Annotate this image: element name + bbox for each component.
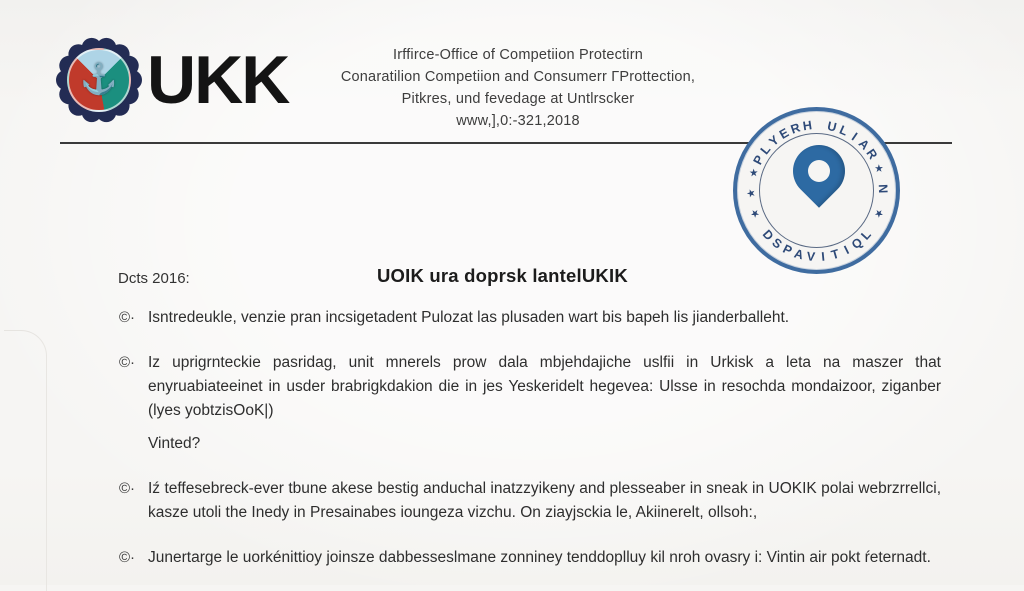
page-crease [4,330,47,591]
date-label: Dcts 2016: [118,270,190,287]
stamp-letter: H [801,117,813,133]
letterhead-line-1: Irffirce-Office of Competiion Protectirn [392,47,644,63]
bullet-marker-icon: ©· [119,309,136,326]
star-icon: ★ [746,166,759,178]
stamp-letter: Q [848,234,865,252]
bullet-paragraph: Iź teffesebreck-ever tbune akese bestig anduchal inatzzyikeny and plesseaber in sneak in UOKIK polai webrzrrellci, kasze utoli the Inedy in Presainabes ioungeza vizchu. On ziayjsckia le, Akiinerelt, ollsoh:, [148,480,941,521]
star-icon: ★ [872,162,886,174]
bullet-paragraph: Isntredeukle, venzie pran incsigetadent Pulozat las plusaden wart bis bapeh lis jianderballeht. [148,309,790,326]
document-title: UOIK ura doprsk lantelUKIK [377,265,628,286]
bullet-marker-icon: ©· [119,354,136,371]
stamp-letter: L [857,227,874,243]
logo-text: UKK [147,42,289,118]
stamp-letter: R [862,145,880,162]
bullet-paragraph: Junertarge le uorkénittioy joinsze dabbesseslmane zonniney tenddoplluy kil nroh ovasry i: Vintin air pokt ŕeternadt. [148,549,931,566]
stamp-letter: L [836,122,850,139]
bullet-item [119,306,941,330]
bullet-marker-icon: ©· [119,549,136,566]
stamp-letter: P [780,241,794,258]
bullet-item [119,546,941,570]
stamp-letter: P [750,152,767,167]
letterhead-line-4: www,],0:-321,2018 [456,113,580,129]
anchor-icon: ⚓ [80,63,118,96]
stamp-letter: I [848,129,860,143]
letterhead-line-2: Conaratilion Competiion and Consumerr ΓProttection, [340,69,696,85]
stamp-letter: N [875,183,890,193]
stamp-letter: Y [765,132,782,149]
bullet-text [148,546,941,570]
stamp-letter: I [841,242,851,257]
bullet-paragraph: Iz uprigrnteckie pasridag, unit mnerels prow dala mbjehdajiche uslfii in Urkisk a leta na maszer that enyruabiateeinet in usder brabrigkdakion die in jes Yeskeridelt hegevea: Ulsse in resochda mondaizoor, ziganber (lyes yobtzisOoK|) [148,354,941,419]
bullet-text [148,477,941,525]
letterhead-address-block [318,44,718,132]
star-icon: ★ [872,207,886,219]
seal-inner [67,48,131,112]
round-stamp [733,107,900,274]
letterhead-logo [57,38,288,122]
stamp-letter: A [792,245,805,262]
stamp-letter: U [825,118,838,135]
stamp-letter: S [768,234,785,252]
organization-seal-icon [57,38,141,122]
bullet-item [119,351,941,456]
bullet-list [119,306,941,591]
star-icon: ★ [747,207,761,219]
stamp-letter: V [805,248,816,264]
stamp-letter: I [820,249,826,264]
bullet-followup: Vinted? [148,435,201,452]
map-pin-hole [803,155,834,186]
stamp-letter: T [829,246,841,262]
star-icon: ★ [744,188,756,198]
bullet-marker-icon: ©· [119,480,136,497]
stamp-letter: E [776,125,791,142]
stamp-letter: L [757,141,773,157]
bullet-text [148,351,941,456]
bullet-text [148,306,941,330]
stamp-letter: R [788,120,802,137]
letterhead-line-3: Pitkres, und fevedage at Untlrscker [401,91,635,107]
stamp-letter: D [759,226,776,243]
bullet-item [119,477,941,525]
stamp-letter: A [855,135,872,153]
